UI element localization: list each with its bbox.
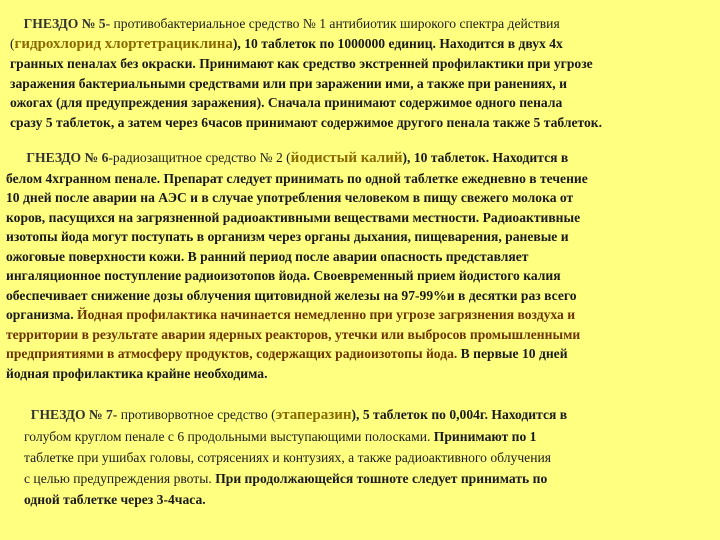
nest-6-paragraph bbox=[6, 148, 588, 383]
nest-5-line-2: (гидрохлорид хлортетрациклина), 10 таблеток по 1000000 единиц. Находится в двух 4х bbox=[10, 35, 563, 52]
nest-6-line-12: йодная профилактика крайне необходима. bbox=[6, 365, 268, 381]
nest-6-line-7: ингаляционное поступление радиоизотопов йода. Своевременный прием йодистого калия bbox=[6, 268, 561, 283]
nest-6-line-11: предприятиями в атмосферу продуктов, содержащих радиоизотопы йода. В первые 10 дней bbox=[6, 346, 568, 361]
nest-6-line-9: организма. Йодная профилактика начинается немедленно при угрозе загрязнения воздуха и bbox=[6, 307, 576, 322]
nest-6-heading: ГНЕЗДО № 6 bbox=[26, 150, 109, 165]
nest-5-line-3: гранных пеналах без окраски. Принимают как средство экстренней профилактики при угрозе bbox=[10, 56, 593, 71]
nest-6-line-2: белом 4хгранном пенале. Препарат следует принимать по одной таблетке ежедневно в течение bbox=[6, 170, 588, 186]
nest-6-drug-name: йодистый калий bbox=[290, 150, 403, 166]
nest-6-line-10: территории в результате аварии ядерных реакторов, утечки или выбросов промышленными bbox=[6, 326, 581, 342]
nest-5-line-5: ожогах (для предупреждения заражения). Сначала принимают содержимое одного пенала bbox=[10, 95, 563, 110]
nest-5-heading: ГНЕЗДО № 5- bbox=[23, 16, 111, 31]
nest-7-line-3: таблетке при ушибах головы, сотрясениях и контузиях, а также радиоактивного облучения bbox=[24, 450, 551, 465]
nest-6-line-1: ГНЕЗДО № 6-радиозащитное средство № 2 (йодистый калий), 10 таблеток. Находится в bbox=[26, 150, 569, 166]
nest-7-line-5: одной таблетке через 3-4часа. bbox=[24, 492, 206, 507]
nest-7-line-2: голубом круглом пенале с 6 продольными выступающими полосками. Принимают по 1 bbox=[24, 429, 537, 444]
nest-6-line-3: 10 дней после аварии на АЭС и в случае употребления человеком в пищу свежего молока от bbox=[6, 190, 574, 205]
nest-5-line-6: сразу 5 таблеток, а затем через 6часов принимают содержимое другого пенала также 5 таблеток. bbox=[10, 114, 603, 130]
nest-5-drug-name: гидрохлорид хлортетрациклина bbox=[14, 35, 233, 52]
nest-6-line-5: изотопы йода могут поступать в организм через органы дыхания, пищеварения, раневые и bbox=[6, 229, 569, 244]
nest-7-heading: ГНЕЗДО № 7- bbox=[30, 407, 118, 422]
nest-7-line-1: ГНЕЗДО № 7- противорвотное средство (этаперазин), 5 таблеток по 0,004г. Находится в bbox=[30, 407, 568, 423]
nest-7-drug-name: этаперазин bbox=[275, 407, 352, 423]
nest-5-paragraph bbox=[10, 14, 602, 132]
nest-5-line-4: заражения бактериальными средствами или при заражении ими, а также при ранениях, и bbox=[10, 75, 567, 91]
nest-7-paragraph bbox=[24, 404, 567, 510]
nest-6-line-8: обеспечивает снижение дозы облучения щитовидной железы на 97-99%и в десятки раз всего bbox=[6, 287, 577, 303]
nest-5-line-1: ГНЕЗДО № 5- противобактериальное средство № 1 антибиотик широкого спектра действия bbox=[23, 16, 560, 31]
nest-6-line-4: коров, пасущихся на загрязненной радиоактивными веществами местности. Радиоактивные bbox=[6, 209, 581, 225]
nest-6-line-6: ожоговые поверхности кожи. В ранний период после аварии опасность представляет bbox=[6, 248, 529, 264]
nest-7-line-4: с целью предупреждения рвоты. При продолжающейся тошноте следует принимать по bbox=[24, 471, 548, 486]
